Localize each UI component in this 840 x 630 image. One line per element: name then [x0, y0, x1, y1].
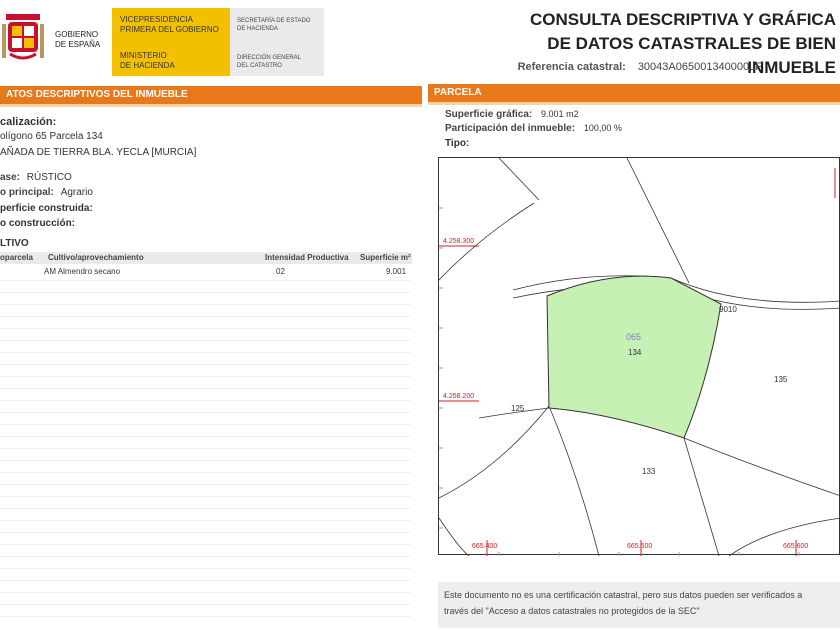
type-label: Tipo: [445, 138, 470, 149]
built-area-label: perficie construida: [0, 203, 93, 214]
parcel-label-065: 065 [626, 332, 642, 342]
main-use-row [0, 187, 93, 198]
x-tick-3: 665.600 [783, 543, 809, 550]
table-row [0, 266, 412, 278]
col-area: Superficie m² [360, 253, 411, 262]
parcel-label-9010: 9010 [719, 305, 737, 314]
parcel-label-135: 135 [774, 375, 788, 384]
location-line-1: olígono 65 Parcela 134 [0, 131, 103, 142]
parcel-label-133: 133 [642, 467, 656, 476]
directorate-label: DIRECCIÓN GENERAL DEL CATASTRO [237, 55, 302, 69]
graphic-area-value: 9.001 m2 [541, 109, 579, 119]
vicepresidency-label: VICEPRESIDENCIA PRIMERA DEL GOBIERNO [120, 15, 219, 34]
col-intensity: Intensidad Productiva [265, 253, 349, 262]
crop-table-empty-rows [0, 280, 412, 625]
subject-parcel[interactable] [547, 276, 721, 438]
cadastral-reference [518, 61, 762, 73]
y-tick-1: 4.258.300 [443, 238, 475, 245]
participation-value: 100,00 % [583, 123, 622, 133]
cell-intensity: 02 [276, 267, 285, 276]
parcel-header: PARCELA [428, 84, 840, 102]
parcel-label-134: 134 [628, 348, 642, 357]
participation-label: Participación del inmueble: [445, 123, 576, 134]
disclaimer-line-1: Este documento no es una certificación catastral, pero sus datos pueden ser verificados a [444, 590, 803, 600]
class-value: RÚSTICO [26, 172, 72, 183]
construction-year-label: o construcción: [0, 218, 76, 229]
col-crop: Cultivo/aprovechamiento [48, 253, 144, 262]
col-subparcel: oparcela [0, 253, 33, 262]
x-tick-1: 665.400 [472, 543, 498, 550]
location-label: calización: [0, 116, 57, 128]
graphic-area-row [445, 109, 579, 120]
participation-row [445, 123, 622, 134]
government-name: GOBIERNO DE ESPAÑA [55, 30, 101, 49]
main-use-value: Agrario [60, 187, 93, 198]
secretariat-label: SECRETARÍA DE ESTADO DE HACIENDA [237, 18, 311, 32]
crop-section-title: LTIVO [0, 238, 29, 249]
graphic-area-label: Superficie gráfica: [445, 109, 533, 120]
cell-area: 9.001 [386, 267, 407, 276]
cadastral-reference-label: Referencia catastral: [517, 61, 626, 73]
main-use-label: o principal: [0, 187, 54, 198]
disclaimer-notice [438, 582, 840, 628]
disclaimer-line-2: través del "Acceso a datos catastrales no protegidos de la SEC" [444, 606, 700, 616]
title-line-2: DE DATOS CATASTRALES DE BIEN INMUEBLE [547, 34, 836, 77]
title-line-1: CONSULTA DESCRIPTIVA Y GRÁFICA [529, 10, 836, 29]
y-tick-2: 4.258.200 [443, 393, 475, 400]
coat-of-arms-icon [0, 12, 46, 64]
map-canvas [439, 158, 840, 556]
class-row [0, 172, 72, 183]
parcel-label-125: 125 [511, 404, 525, 413]
ministry-label: MINISTERIO DE HACIENDA [120, 51, 175, 70]
descriptive-data-header: ATOS DESCRIPTIVOS DEL INMUEBLE [0, 86, 422, 104]
location-line-2: AÑADA DE TIERRA BLA. YECLA [MURCIA] [0, 147, 197, 158]
class-label: ase: [0, 172, 21, 183]
parcel-map[interactable] [438, 157, 840, 555]
x-tick-2: 665.500 [627, 543, 653, 550]
cadastral-reference-value: 30043A065001340000LF [637, 61, 762, 73]
cell-crop: AM Almendro secano [44, 267, 121, 276]
crop-table-header [0, 252, 412, 264]
